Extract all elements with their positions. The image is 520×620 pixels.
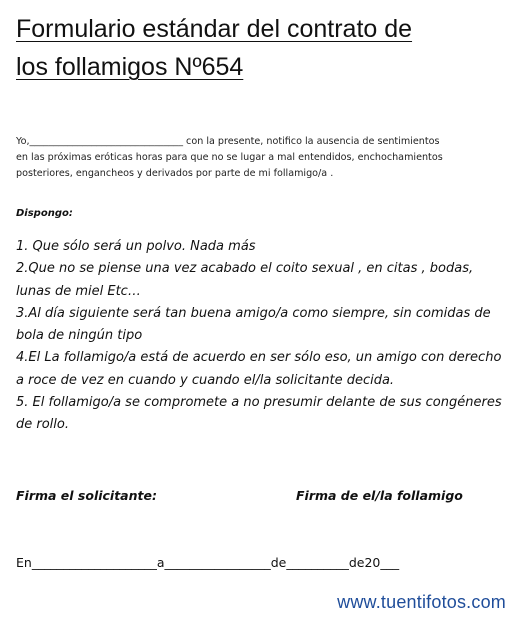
- signature-applicant-label: Firma el solicitante:: [16, 488, 157, 503]
- intro-line: en las próximas eróticas horas para que no se lugar a mal entendidos, enchochamientos: [16, 152, 443, 163]
- clause-line: 1. Que sólo será un polvo. Nada más: [16, 239, 256, 254]
- document-title: [16, 10, 506, 86]
- intro-line: posteriores, engancheos y derivados por parte de mi follamigo/a .: [16, 168, 334, 179]
- clause-line: de rollo.: [16, 417, 69, 433]
- dispongo-heading: Dispongo:: [16, 208, 73, 219]
- clause-line: lunas de miel Etc…: [16, 283, 141, 299]
- place-date-line: En____________________a_________________de__________de20___: [16, 555, 400, 570]
- clause-line: a roce de vez en cuando y cuando el/la solicitante decida.: [16, 372, 395, 388]
- signature-partner-label: Firma de el/la follamigo: [296, 488, 463, 503]
- clause-line: 3.Al día siguiente será tan buena amigo/a como siempre, sin comidas de: [16, 305, 491, 321]
- clauses-list: [16, 236, 506, 437]
- clause-line: bola de ningún tipo: [16, 328, 143, 344]
- clause-line: 2.Que no se piense una vez acabado el coito sexual , en citas , bodas,: [16, 261, 474, 277]
- clause-line: 4.El La follamigo/a está de acuerdo en ser sólo eso, un amigo con derecho: [16, 350, 502, 366]
- clause-line: 5. El follamigo/a se compromete a no presumir delante de sus congéneres: [16, 395, 502, 411]
- title-line-1: Formulario estándar del contrato de: [16, 15, 413, 43]
- intro-line: Yo,________________________________ con la presente, notifico la ausencia de sentimientos: [16, 136, 440, 147]
- intro-paragraph: [16, 134, 508, 182]
- title-line-2: los follamigos Nº654: [16, 53, 244, 81]
- watermark-text: www.tuentifotos.com: [337, 592, 506, 612]
